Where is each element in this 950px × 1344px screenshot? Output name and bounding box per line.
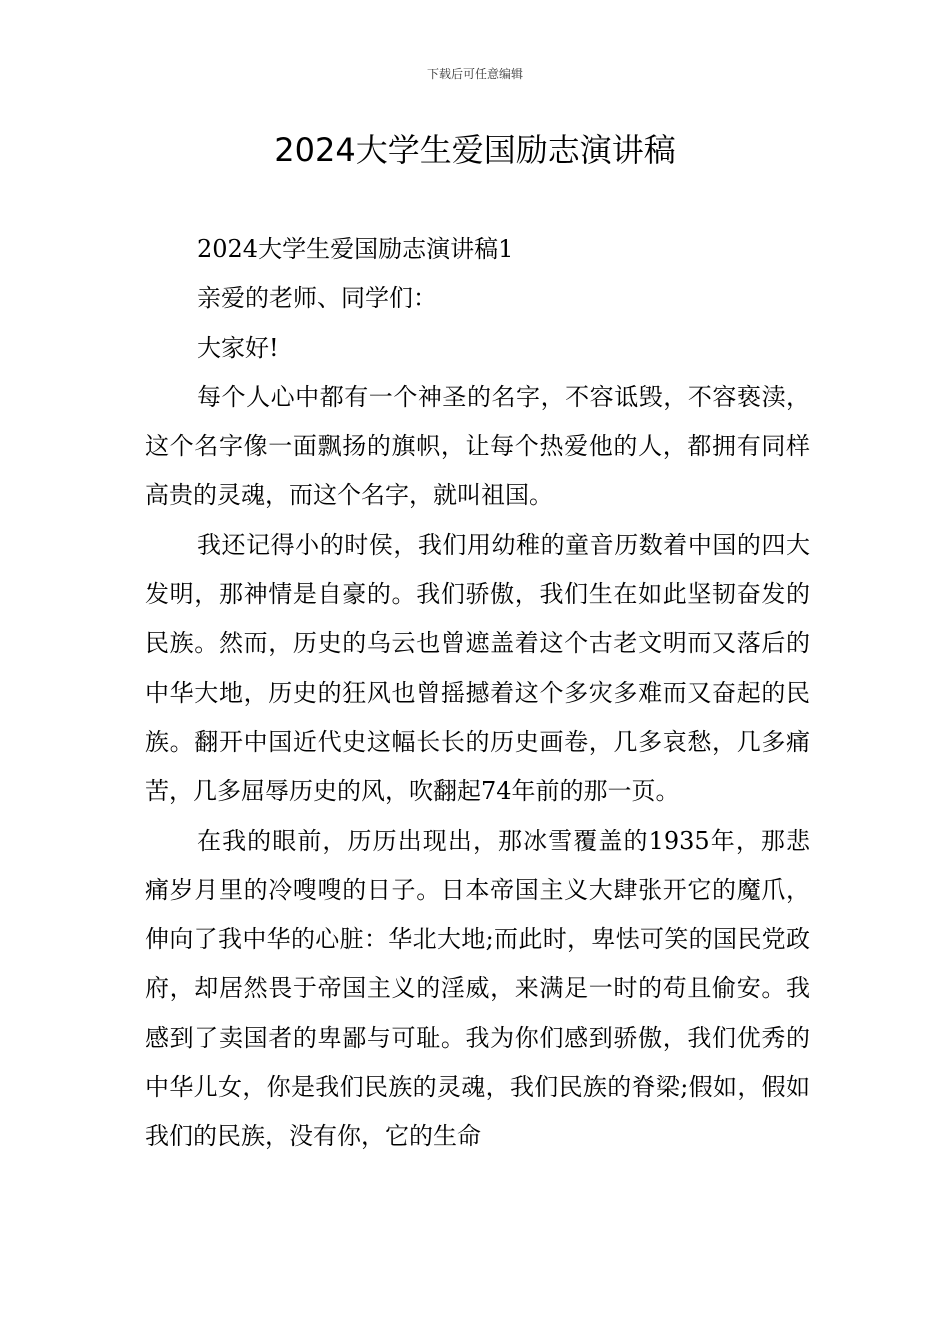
header-note: 下载后可任意编辑 [426, 67, 523, 81]
document-body [145, 225, 810, 1162]
greeting: 大家好! [197, 333, 279, 362]
document-title: 2024大学生爱国励志演讲稿 [274, 131, 676, 169]
paragraph: 我还记得小的时侯，我们用幼稚的童音历数着中国的四大发明，那神情是自豪的。我们骄傲，我们生在如此坚韧奋发的民族。然而，历史的乌云也曾遮盖着这个古老文明而又落后的中华大地，历史的狂风也曾摇撼着这个多灾多难而又奋起的民族。翻开中国近代史这幅长长的历史画卷，几多哀愁，几多痛苦，几多屈辱历史的风，吹翻起74年前的那一页。 [145, 530, 810, 806]
section-heading: 2024大学生爱国励志演讲稿1 [197, 235, 514, 263]
salutation: 亲爱的老师、同学们： [197, 284, 437, 313]
paragraph: 每个人心中都有一个神圣的名字，不容诋毁，不容亵渎，这个名字像一面飘扬的旗帜，让每个热爱他的人，都拥有同样高贵的灵魂，而这个名字，就叫祖国。 [145, 382, 810, 510]
paragraph: 在我的眼前，历历出现出，那冰雪覆盖的1935年，那悲痛岁月里的冷嗖嗖的日子。日本帝国主义大肆张开它的魔爪，伸向了我中华的心脏：华北大地;而此时，卑怯可笑的国民党政府，却居然畏于帝国主义的淫威，来满足一时的苟且偷安。我感到了卖国者的卑鄙与可耻。我为你们感到骄傲，我们优秀的中华儿女，你是我们民族的灵魂，我们民族的脊梁;假如，假如我们的民族，没有你，它的生命 [145, 826, 810, 1151]
